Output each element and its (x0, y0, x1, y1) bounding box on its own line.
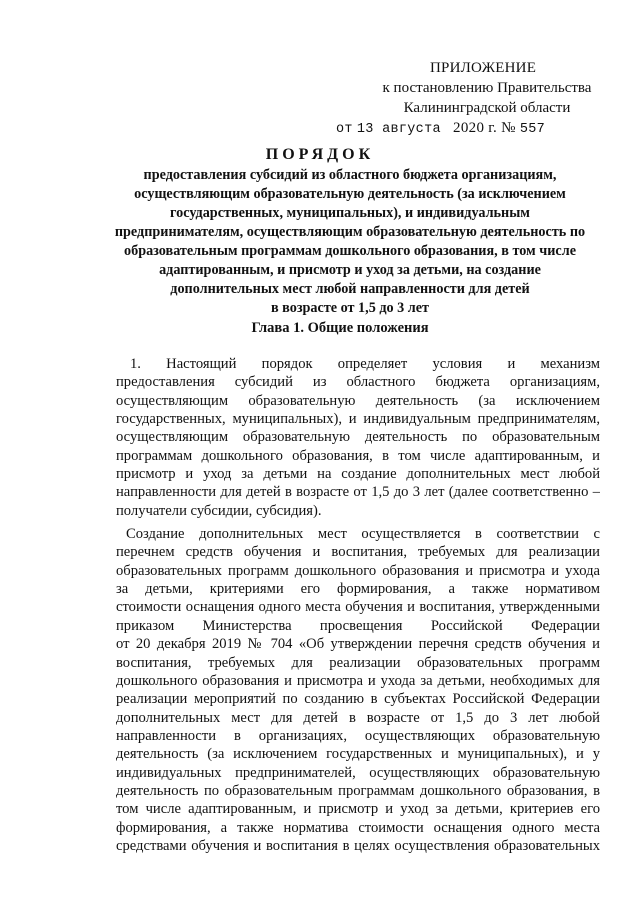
appendix-header (336, 58, 602, 140)
paragraph-line: формирования, а также норматива стоимости оснащения одного места (116, 819, 600, 836)
subtitle-line: осуществляющим образовательную деятельность (за исключением (134, 186, 566, 202)
document-title: ПОРЯДОК (265, 146, 375, 163)
document-body (116, 355, 600, 855)
paragraph-1 (116, 355, 600, 520)
appendix-date-line (336, 118, 602, 140)
paragraph-line: получатели субсидии, субсидия). (116, 502, 322, 519)
paragraph-line: Создание дополнительных мест осуществляется в соответствии с (126, 526, 600, 543)
paragraph-2 (116, 525, 600, 855)
paragraph-line: средствами обучения и воспитания в целях осуществления образовательных (116, 837, 600, 854)
subtitle-line: предоставления субсидий из областного бюджета организациям, (143, 167, 557, 183)
paragraph-line: направленности в организациях, осуществляющих образовательную (116, 727, 600, 744)
paragraph-line: осуществляющим образовательную деятельность (за исключением (116, 392, 600, 409)
paragraph-line: дополнительных мест для детей в возрасте от 1,5 до 3 лет любой (116, 709, 600, 726)
paragraph-line: государственных, муниципальных), и индивидуальным предпринимателям, (116, 411, 600, 428)
paragraph-line: осуществляющим образовательную деятельность по образовательным (116, 429, 600, 446)
paragraph-line: реализации мероприятий по созданию в субъектах Российской Федерации (116, 691, 600, 708)
appendix-title: ПРИЛОЖЕНИЕ (430, 60, 537, 76)
paragraph-line: воспитания, требуемых для реализации образовательных программ (116, 654, 600, 671)
appendix-line-1: к постановлению Правительства (382, 80, 592, 96)
subtitle-line: адаптированным, и присмотр и уход за детьми, на создание (159, 262, 541, 278)
date-value: 13 августа (356, 122, 441, 137)
paragraph-line: деятельность (за исключением государственных и муниципальных), и у (116, 746, 600, 763)
paragraph-line: присмотр и уход за детьми на создание дополнительных мест любой (116, 466, 600, 483)
subtitle-line: государственных, муниципальных), и индивидуальным (170, 205, 530, 221)
document-subtitle (100, 166, 600, 318)
date-prefix: от (336, 122, 353, 137)
document-number: 557 (519, 122, 546, 137)
paragraph-line: приказом Министерства просвещения Российской Федерации (116, 617, 600, 634)
paragraph-line: дошкольного образования и присмотра и ухода за детьми, необходимых для (116, 672, 600, 689)
paragraph-line: направленности для детей в возрасте от 1,5 до 3 лет (далее соответственно – (116, 484, 600, 501)
paragraph-line: предоставления субсидий из областного бюджета организациям, (116, 374, 600, 391)
paragraph-line: индивидуальных предпринимателей, осуществляющих образовательную (116, 764, 600, 781)
paragraph-line: деятельность по образовательным программам дошкольного образования, в (116, 782, 600, 799)
subtitle-line: в возрасте от 1,5 до 3 лет (270, 300, 430, 316)
paragraph-line: перечнем средств обучения и воспитания, требуемых для реализации (116, 544, 600, 561)
appendix-line-2: Калининградской области (403, 100, 571, 116)
subtitle-line: образовательным программам дошкольного образования, в том числе (124, 243, 576, 259)
paragraph-line: за детьми, критериями его формирования, а также нормативом (116, 581, 600, 598)
chapter-heading: Глава 1. Общие положения (251, 320, 429, 336)
date-year: 2020 г. № (453, 120, 516, 136)
paragraph-line: от 20 декабря 2019 № 704 «Об утверждении перечня средств обучения и (116, 636, 600, 653)
paragraph-line: образовательных программ дошкольного образования и присмотра и ухода (116, 562, 600, 579)
paragraph-line: стоимости оснащения одного места обучения и воспитания, утвержденными (116, 599, 600, 616)
paragraph-line: том числе адаптированным, и присмотр и уход за детьми, критериев его (116, 801, 600, 818)
paragraph-line: программам дошкольного образования, в том числе адаптированным, и (116, 447, 600, 464)
subtitle-line: предпринимателям, осуществляющим образовательную деятельность по (114, 224, 586, 240)
subtitle-line: дополнительных мест любой направленности для детей (170, 281, 530, 297)
paragraph-line: 1. Настоящий порядок определяет условия и механизм (130, 356, 600, 372)
